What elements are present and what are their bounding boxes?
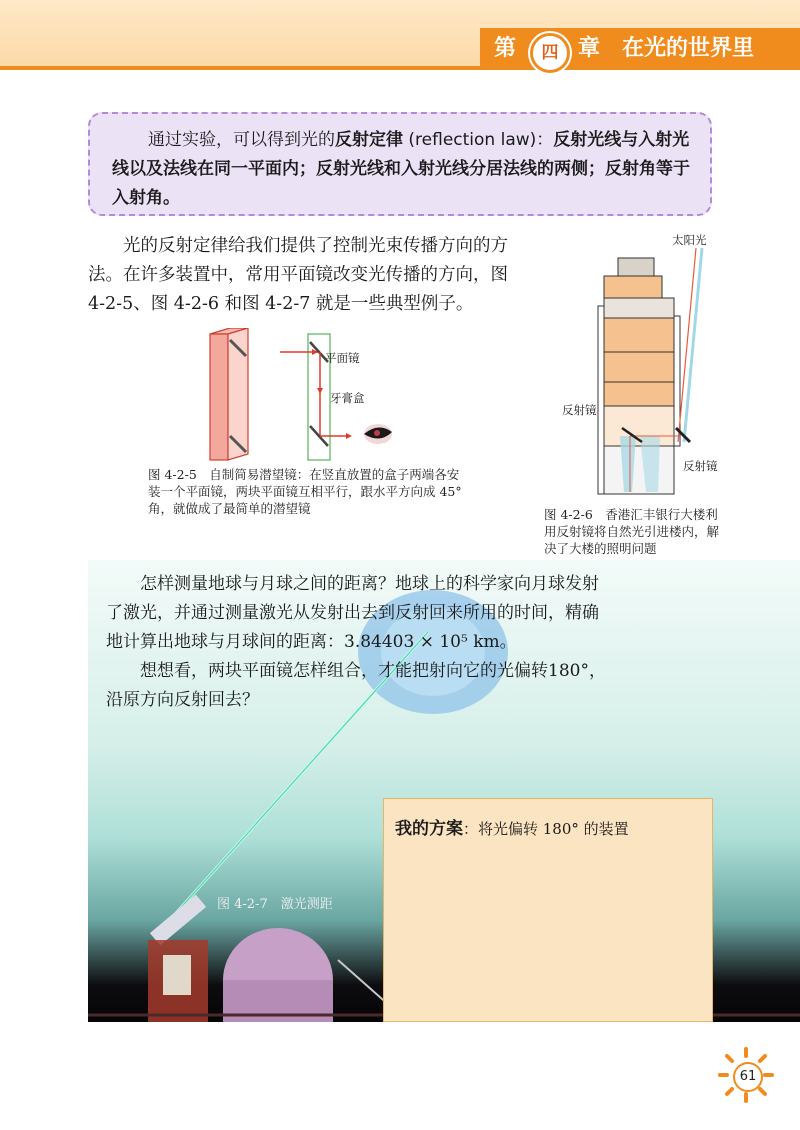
reflector-right-label: 反射镜 [683, 459, 718, 473]
law-term: 反射定律 [335, 130, 403, 150]
figure-4-2-6-caption: 图 4-2-6 香港汇丰银行大楼利用反射镜将自然光引进楼内，解决了大楼的照明问题 [544, 507, 720, 556]
reflection-law-box [88, 112, 712, 216]
activity-text [106, 570, 606, 715]
law-intro: 通过实验，可以得到光的 [148, 130, 335, 150]
sunlight-label: 太阳光 [672, 233, 707, 247]
figure-4-2-5-caption: 图 4-2-5 自制简易潜望镜：在竖直放置的盒子两端各安装一个平面镜，两块平面镜互相平行，跟水平方向成 45° 角，就做成了最简单的潜望镜 [148, 467, 462, 516]
law-english: (reflection law)： [403, 130, 554, 150]
activity-paragraph-1: 怎样测量地球与月球之间的距离？地球上的科学家向月球发射了激光，并通过测量激光从发射出去到反射回来所用的时间，精确地计算出地球与月球间的距离：3.84403 × 10⁵ km。 [106, 574, 599, 652]
plan-heading [395, 814, 629, 839]
chapter-prefix: 第 [494, 35, 517, 61]
chapter-suffix: 章 [578, 35, 601, 61]
chapter-title: 在光的世界里 [622, 35, 755, 61]
plan-title: 我的方案 [395, 819, 463, 839]
activity-paragraph-2: 想想看，两块平面镜怎样组合，才能把射向它的光偏转180°，沿原方向反射回去？ [106, 661, 606, 710]
periscope-mirror-label: 平面镜 [325, 351, 360, 365]
periscope-figure [200, 328, 430, 466]
law-statement: 反射光线与入射光线以及法线在同一平面内；反射光线和入射光线分居法线的两侧；反射角等于入射角。 [112, 130, 690, 208]
plan-subtitle: ：将光偏转 180° 的装置 [463, 820, 629, 838]
periscope-box-label: 牙膏盒 [330, 391, 365, 405]
chapter-number-badge: 四 [530, 33, 570, 73]
page-number: 61 [733, 1062, 763, 1092]
body-paragraph-text: 光的反射定律给我们提供了控制光束传播方向的方法。在许多装置中，常用平面镜改变光传播的方向，图 4-2-5、图 4-2-6 和图 4-2-7 就是一些典型例子。 [88, 236, 508, 314]
body-paragraph [88, 232, 510, 319]
figure-4-2-7-caption: 图 4-2-7 激光测距 [217, 897, 333, 912]
reflector-left-label: 反射镜 [562, 403, 597, 417]
